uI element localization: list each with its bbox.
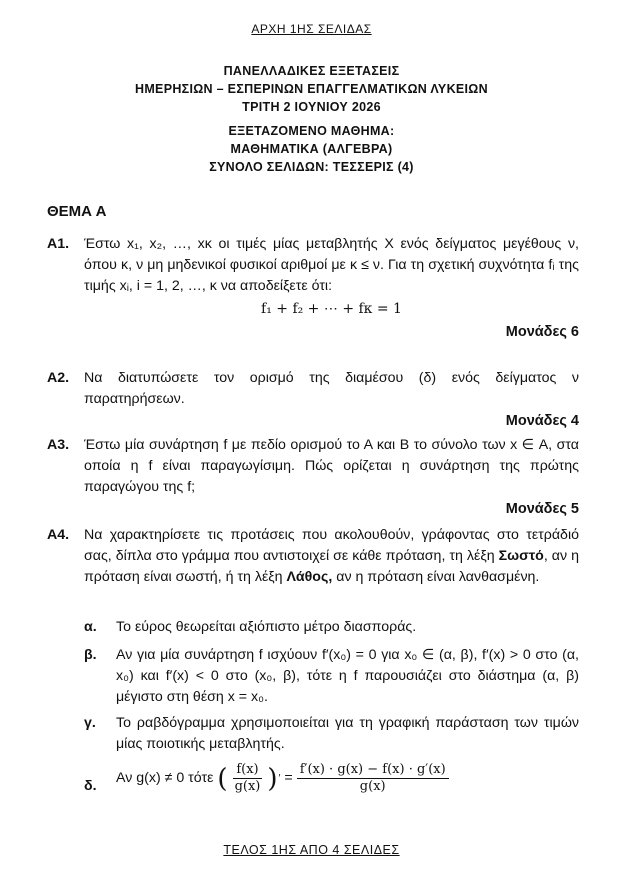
statement-label: α. [84, 619, 97, 635]
statement-label: δ. [84, 778, 97, 794]
page-footer-text: ΤΕΛΟΣ 1ΗΣ ΑΠΟ 4 ΣΕΛΙΔΕΣ [223, 843, 400, 857]
statement-text: Το εύρος θεωρείται αξιόπιστο μέτρο διασποράς. [116, 619, 417, 635]
question-number: Α3. [47, 437, 70, 453]
points-label: Μονάδες 4 [505, 413, 579, 429]
statement-a [47, 617, 579, 638]
formula: f₁ + f₂ + ⋯ + fκ = 1 [261, 301, 402, 317]
page-header [0, 22, 623, 36]
points-label: Μονάδες 5 [505, 501, 579, 517]
section-title: ΘΕΜΑ Α [47, 203, 107, 220]
exam-title-line2: ΗΜΕΡΗΣΙΩΝ – ΕΣΠΕΡΙΝΩΝ ΕΠΑΓΓΕΛΜΑΤΙΚΩΝ ΛΥΚΕΙΩΝ [135, 82, 488, 96]
fraction: $\frac{f'(x) \cdot g(x) - f(x) \cdot g'(x)}{g(x)}$ [297, 762, 449, 795]
page-footer [0, 843, 623, 857]
subject-name: ΜΑΘΗΜΑΤΙΚΑ (ΑΛΓΕΒΡΑ) [230, 142, 393, 156]
statement-label: β. [84, 647, 97, 663]
subject-label: ΕΞΕΤΑΖΟΜΕΝΟ ΜΑΘΗΜΑ: [228, 124, 395, 138]
question-a4 [47, 525, 579, 588]
question-number: Α2. [47, 370, 70, 386]
statement-text: Αν για μία συνάρτηση f ισχύουν f′(x₀) = 0 για x₀ ∈ (α, β), f′(x) > 0 στο (α, x₀) και f′(x) < 0 στο (x₀, β), τότε η f παρουσιάζει στο διάστημα (α, β) μέγιστο στη θέση x = x₀. [116, 647, 579, 705]
statement-d [47, 762, 579, 795]
statement-prefix: Αν g(x) ≠ 0 τότε [116, 770, 214, 786]
question-text: Να διατυπώσετε τον ορισμό της διαμέσου (δ) ενός δείγματος ν παρατηρήσεων. [84, 370, 579, 407]
statement-text: Το ραβδόγραμμα χρησιμοποιείται για τη γραφική παράσταση των τιμών μίας ποιοτικής μεταβλητής. [116, 715, 579, 752]
subject-block [0, 122, 623, 176]
points-label: Μονάδες 6 [505, 324, 579, 340]
fraction: $\frac{f(x)}{g(x)}$ [234, 762, 261, 794]
exam-title-line1: ΠΑΝΕΛΛΑΔΙΚΕΣ ΕΞΕΤΑΣΕΙΣ [223, 64, 400, 78]
statement-c [47, 713, 579, 755]
question-number: Α1. [47, 236, 70, 252]
question-text: Να χαρακτηρίσετε τις προτάσεις που ακολουθούν, γράφοντας στο τετράδιό σας, δίπλα στο γράμμα που αντιστοιχεί σε κάθε πρόταση, τη λέξη Σωστό, αν η πρόταση είναι σωστή, ή τη λέξη Λάθος, αν η πρόταση είναι λανθασμένη. [84, 527, 580, 585]
word-wrong: Λάθος, [286, 569, 333, 585]
statement-formula: Αν g(x) ≠ 0 τότε ( $\frac{f(x)}{g(x)}$ ) ′ = $\frac{f'(x) \cdot g(x) - f(x) \cdot g'(x)}{g(x)}$ [116, 762, 579, 795]
page-header-text: ΑΡΧΗ 1ΗΣ ΣΕΛΙΔΑΣ [251, 22, 372, 36]
statement-label: γ. [84, 715, 96, 731]
question-a2 [47, 368, 579, 432]
statement-b [47, 645, 579, 708]
page-count: ΣΥΝΟΛΟ ΣΕΛΙΔΩΝ: ΤΕΣΣΕΡΙΣ (4) [209, 160, 414, 174]
word-correct: Σωστό [498, 548, 544, 564]
exam-title-block [0, 62, 623, 116]
question-a3 [47, 435, 579, 520]
question-text: Έστω x₁, x₂, …, xκ οι τιμές μίας μεταβλητής Χ ενός δείγματος μεγέθους ν, όπου κ, ν μη μηδενικοί φυσικοί αριθμοί με κ ≤ ν. Για τη σχετική συχνότητα fᵢ της τιμής xᵢ, i = 1, 2, …, κ να αποδείξετε ότι: [84, 236, 579, 294]
question-a1 [47, 234, 579, 343]
question-text: Έστω μία συνάρτηση f με πεδίο ορισμού το Α και Β το σύνολο των x ∈ Α, στα οποία η f είναι παραγωγίσιμη. Πώς ορίζεται η συνάρτηση της πρώτης παραγώγου της f; [84, 437, 579, 495]
exam-date: ΤΡΙΤΗ 2 ΙΟΥΝΙΟΥ 2026 [242, 100, 381, 114]
question-number: Α4. [47, 527, 70, 543]
